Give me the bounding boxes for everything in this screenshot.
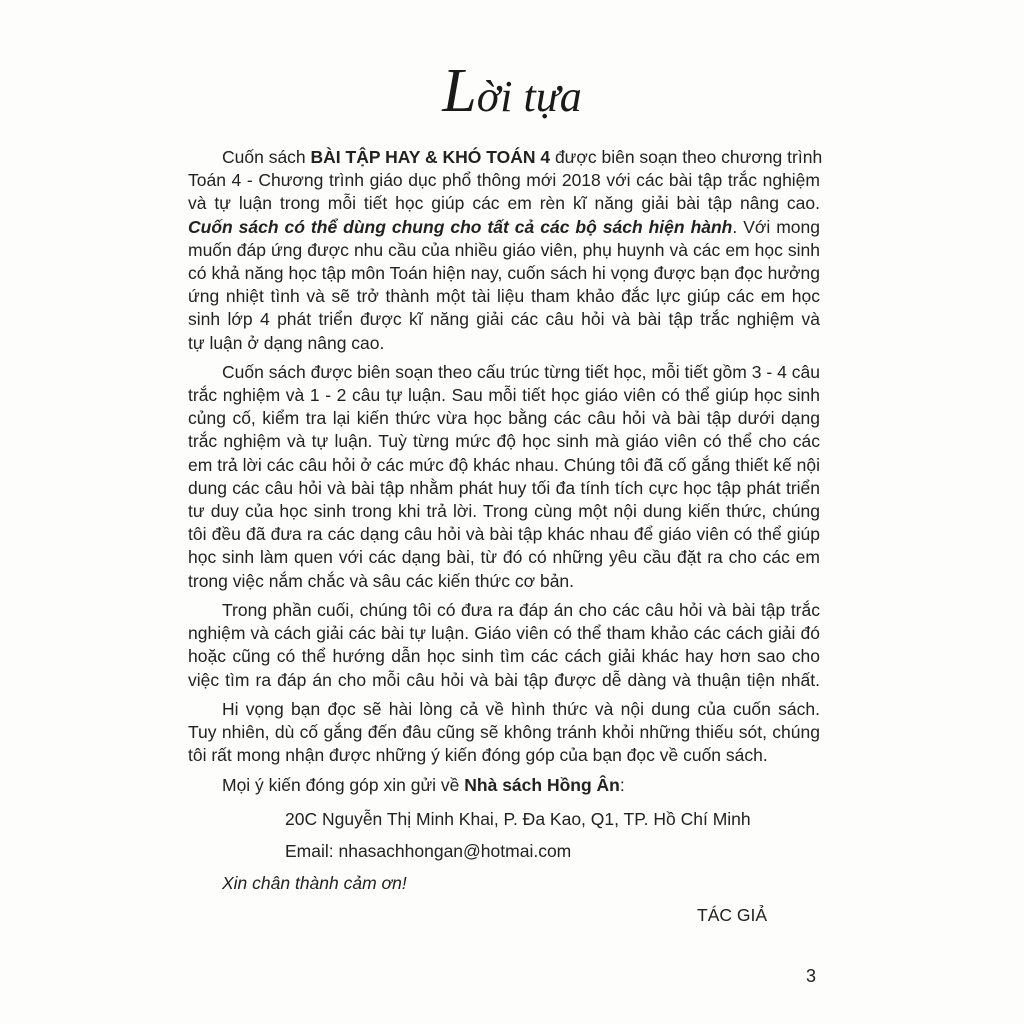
preface-line: trong việc nắm chắc và sâu các kiến thức cơ bản. bbox=[188, 570, 575, 591]
preface-line: Hi vọng bạn đọc sẽ hài lòng cả về hình thức và nội dung của cuốn sách. bbox=[222, 698, 820, 719]
paragraph bbox=[188, 361, 820, 593]
preface-line: em trả lời các câu hỏi ở các mức độ khác nhau. Chúng tôi đã cố gắng thiết kế nội bbox=[188, 454, 820, 475]
preface-line: sinh lớp 4 phát triển được kĩ năng giải các câu hỏi và bài tập trắc nghiệm và bbox=[188, 309, 820, 330]
preface-line: củng cố, kiểm tra lại kiến thức vừa học bằng các câu hỏi và bài tập dưới dạng bbox=[188, 408, 820, 429]
preface-line: Toán 4 - Chương trình giáo dục phổ thông mới 2018 với các bài tập trắc nghiệm bbox=[188, 170, 820, 191]
preface-line: Tuy nhiên, dù cố gắng đến đâu cũng sẽ không tránh khỏi những thiếu sót, chúng bbox=[188, 722, 820, 743]
line-text: . Với mong bbox=[732, 216, 820, 237]
publisher-name: Nhà sách Hồng Ân bbox=[464, 774, 620, 795]
preface-line: nghiệm và cách giải các bài tự luận. Giáo viên có thể tham khảo các cách giải đó bbox=[188, 623, 820, 644]
closing-thanks: Xin chân thành cảm ơn! bbox=[222, 873, 407, 893]
author-signature: TÁC GIẢ bbox=[697, 905, 768, 925]
preface-line: muốn đáp ứng được nhu cầu của nhiều giáo viên, phụ huynh và các em học sinh bbox=[188, 239, 820, 260]
publisher-email: Email: nhasachhongan@hotmai.com bbox=[285, 841, 572, 861]
line-text: Cuốn sách bbox=[222, 147, 311, 167]
line-text: được biên soạn theo chương trình bbox=[550, 147, 823, 167]
preface-line: tự luận ở dạng nâng cao. bbox=[188, 332, 385, 353]
preface-line: hoặc cũng có thể hướng dẫn học sinh tìm các cách giải khác hay hơn sao cho bbox=[188, 646, 820, 667]
preface-line: trắc nghiệm và tự luận. Tuỳ từng mức độ học sinh mà giáo viên có thể cho các bbox=[188, 431, 820, 452]
preface-line: học sinh làm quen với các dạng bài, từ đó có những yêu cầu đặt ra cho các em bbox=[188, 547, 820, 568]
paragraph bbox=[188, 698, 820, 768]
line-text: Mọi ý kiến đóng góp xin gửi về bbox=[222, 774, 465, 795]
preface-line bbox=[188, 774, 820, 797]
emphasis-note: Cuốn sách có thể dùng chung cho tất cả các bộ sách hiện hành bbox=[188, 216, 733, 237]
preface-line: dung các câu hỏi và bài tập nhằm phát huy tối đa tính tích cực học tập phát triển bbox=[188, 477, 820, 498]
preface-line: Cuốn sách được biên soạn theo cấu trúc từng tiết học, mỗi tiết gồm 3 - 4 câu bbox=[222, 361, 820, 382]
preface-line: trắc nghiệm và 1 - 2 câu tự luận. Sau mỗi tiết học giáo viên có thể giúp học sinh bbox=[188, 385, 820, 406]
paragraph bbox=[188, 599, 820, 692]
line-text: : bbox=[619, 774, 625, 795]
preface-line bbox=[188, 146, 823, 169]
preface-line: và tự luận trong mỗi tiết học giúp các em rèn kĩ năng giải bài tập nâng cao. bbox=[188, 193, 820, 214]
preface-body bbox=[188, 146, 823, 803]
book-title: BÀI TẬP HAY & KHÓ TOÁN 4 bbox=[310, 147, 551, 167]
page-number: 3 bbox=[806, 966, 817, 986]
preface-title: Lời tựa bbox=[442, 57, 582, 125]
preface-line: ứng nhiệt tình và sẽ trở thành một tài liệu tham khảo đắc lực giúp các em học bbox=[188, 286, 820, 307]
preface-line: tôi rất mong nhận được những ý kiến đóng góp của bạn đọc về cuốn sách. bbox=[188, 745, 768, 766]
publisher-address: 20C Nguyễn Thị Minh Khai, P. Đa Kao, Q1, TP. Hồ Chí Minh bbox=[285, 809, 751, 829]
paragraph bbox=[188, 146, 823, 355]
preface-line: có khả năng học tập môn Toán hiện nay, cuốn sách hi vọng được bạn đọc hưởng bbox=[188, 262, 820, 283]
preface-line: việc tìm ra đáp án cho mỗi câu hỏi và bài tập được dễ dàng và thuận tiện nhất. bbox=[188, 669, 820, 690]
preface-line bbox=[188, 216, 820, 239]
preface-line: tư duy của học sinh trong khi trả lời. Trong cùng một nội dung kiến thức, chúng bbox=[188, 501, 820, 521]
paragraph bbox=[188, 774, 820, 797]
preface-line: Trong phần cuối, chúng tôi có đưa ra đáp án cho các câu hỏi và bài tập trắc bbox=[222, 599, 820, 620]
preface-line: tôi đều đã đưa ra các dạng câu hỏi và bài tập khác nhau để giáo viên có thể giúp bbox=[188, 524, 820, 545]
